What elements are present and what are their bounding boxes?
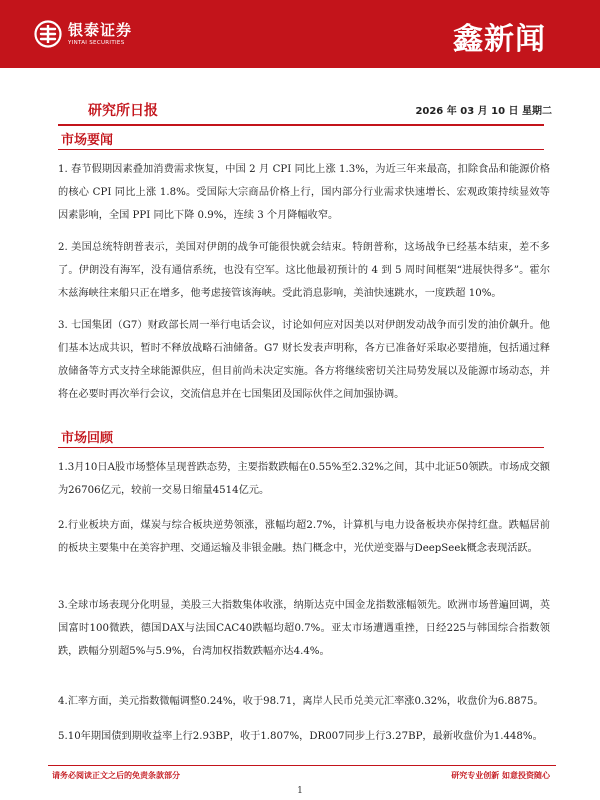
logo-name-en: YINTAI SECURITIES (68, 39, 125, 46)
review-paragraph-5: 5.10年期国债到期收益率上行2.93BP，收于1.807%，DR007同步上行3.27BP，最新收盘价为1.448%。 (58, 731, 543, 742)
footer-disclaimer: 请务必阅读正文之后的免责条款部分 (52, 771, 180, 780)
report-name: 研究所日报 (88, 103, 158, 119)
company-logo (34, 20, 132, 48)
yintai-logo-icon (34, 20, 62, 48)
section-title-market-review: 市场回顾 (61, 431, 114, 446)
report-date: 2026 年 03 月 10 日 星期二 (415, 106, 552, 117)
footer-slogan: 研究专业创新 如意投资随心 (451, 771, 550, 780)
section-divider-review (58, 447, 544, 448)
logo-name-cn: 银泰证券 (68, 20, 133, 39)
news-paragraph-3: 3. 七国集团（G7）财政部长周一举行电话会议，讨论如何应对因美以对伊朗发动战争而引发的油价飙升。他们基本达成共识，暂时不释放战略石油储备。G7 财长发表声明称，各方已准备好采取必要措施，包括通过释放储备等方式支持全球能源供应，但目前尚未决定实施。各方将继续密切关注局势发展以及能源市场动态，并将在必要时再次举行会议，交流信息并在七国集团及国际伙伴之间加强协调。 (58, 320, 550, 400)
header-divider (58, 124, 544, 126)
news-paragraph-2: 2. 美国总统特朗普表示，美国对伊朗的战争可能很快就会结束。特朗普称，这场战争已经基本结束，差不多了。伊朗没有海军，没有通信系统，也没有空军。这比他最初预计的 4 到 5 周时间框架“进展快得多”。霍尔木兹海峡往来船只正在增多，他考虑接管该海峡。受此消息影响，美油快速跳水，一度跌超 10%。 (58, 242, 550, 299)
brand-title: 鑫新闻 (453, 22, 546, 57)
review-paragraph-1: 1.3月10日A股市场整体呈现普跌态势，主要指数跌幅在0.55%至2.32%之间，其中北证50领跌。市场成交额为26706亿元，较前一交易日缩量4514亿元。 (58, 462, 550, 496)
page-number: 1 (297, 786, 303, 796)
header-bar (0, 0, 600, 68)
review-paragraph-3: 3.全球市场表现分化明显，美股三大指数集体收涨，纳斯达克中国金龙指数涨幅领先。欧洲市场普遍回调，英国富时100微跌，德国DAX与法国CAC40跌幅均超0.7%。亚太市场遭遇重挫，日经225与韩国综合指数领跌，跌幅分别超5%与5.9%，台湾加权指数跌幅亦达4.4%。 (58, 600, 550, 657)
review-paragraph-2: 2.行业板块方面，煤炭与综合板块逆势领涨，涨幅均超2.7%，计算机与电力设备板块亦保持红盘。跌幅居前的板块主要集中在美容护理、交通运输及非银金融。热门概念中，光伏逆变器与DeepSeek概念表现活跃。 (58, 520, 550, 554)
news-paragraph-1: 1. 春节假期因素叠加消费需求恢复，中国 2 月 CPI 同比上涨 1.3%，为近三年来最高，扣除食品和能源价格的核心 CPI 同比上涨 1.8%。受国际大宗商品价格上行，国内部分行业需求快速增长、宏观政策持续显效等因素影响，全国 PPI 同比下降 0.9%，连续 3 个月降幅收窄。 (58, 164, 550, 221)
footer-divider (48, 765, 556, 766)
section-title-market-news: 市场要闻 (61, 133, 114, 148)
report-subheader (0, 100, 600, 124)
section-divider-news (58, 149, 544, 150)
review-paragraph-4: 4.汇率方面，美元指数微幅调整0.24%，收于98.71，离岸人民币兑美元汇率涨0.32%，收盘价为6.8875。 (58, 696, 544, 707)
